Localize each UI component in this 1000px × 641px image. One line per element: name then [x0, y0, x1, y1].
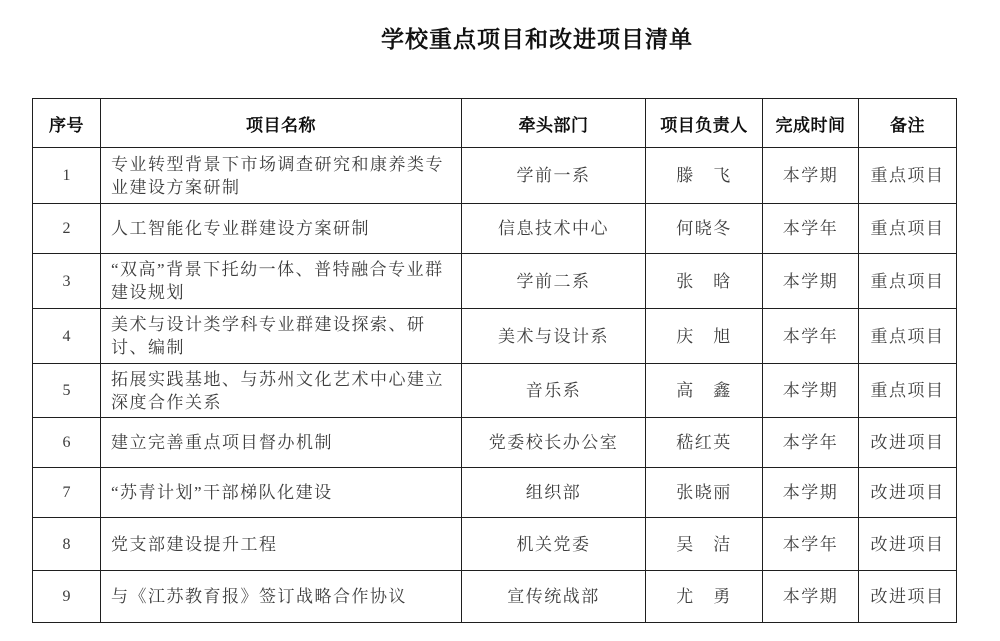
cell-serial-number: 8: [33, 518, 101, 571]
cell-department: 学前二系: [462, 254, 646, 309]
cell-note: 重点项目: [859, 364, 957, 418]
cell-owner: 吴 洁: [646, 518, 763, 571]
page-title: 学校重点项目和改进项目清单: [381, 26, 693, 52]
cell-completion-time: 本学年: [763, 518, 859, 571]
cell-project-name: 人工智能化专业群建设方案研制: [101, 204, 462, 254]
cell-department: 机关党委: [462, 518, 646, 571]
cell-note: 改进项目: [859, 418, 957, 468]
table-row: [33, 518, 957, 571]
column-header-no: 序号: [33, 99, 101, 148]
table-row: [33, 468, 957, 518]
cell-project-name: “苏青计划”干部梯队化建设: [101, 468, 462, 518]
column-header-name: 项目名称: [101, 99, 462, 148]
column-header-owner: 项目负责人: [646, 99, 763, 148]
cell-serial-number: 5: [33, 364, 101, 418]
cell-serial-number: 7: [33, 468, 101, 518]
cell-project-name: 拓展实践基地、与苏州文化艺术中心建立深度合作关系: [101, 364, 462, 418]
cell-note: 改进项目: [859, 468, 957, 518]
cell-completion-time: 本学期: [763, 571, 859, 623]
cell-note: 重点项目: [859, 148, 957, 204]
cell-serial-number: 9: [33, 571, 101, 623]
cell-department: 党委校长办公室: [462, 418, 646, 468]
cell-completion-time: 本学期: [763, 254, 859, 309]
cell-note: 重点项目: [859, 254, 957, 309]
cell-department: 信息技术中心: [462, 204, 646, 254]
table-row: [33, 254, 957, 309]
cell-owner: 何晓冬: [646, 204, 763, 254]
cell-note: 改进项目: [859, 518, 957, 571]
cell-owner: 尤 勇: [646, 571, 763, 623]
table-row: [33, 418, 957, 468]
cell-owner: 庆 旭: [646, 309, 763, 364]
table-row: [33, 148, 957, 204]
column-header-note: 备注: [859, 99, 957, 148]
table-row: [33, 204, 957, 254]
cell-project-name: 建立完善重点项目督办机制: [101, 418, 462, 468]
cell-project-name: 专业转型背景下市场调查研究和康养类专业建设方案研制: [101, 148, 462, 204]
cell-note: 改进项目: [859, 571, 957, 623]
cell-completion-time: 本学年: [763, 309, 859, 364]
cell-project-name: 党支部建设提升工程: [101, 518, 462, 571]
cell-serial-number: 1: [33, 148, 101, 204]
cell-owner: 张晓丽: [646, 468, 763, 518]
cell-completion-time: 本学年: [763, 204, 859, 254]
cell-project-name: 与《江苏教育报》签订战略合作协议: [101, 571, 462, 623]
cell-department: 宣传统战部: [462, 571, 646, 623]
cell-owner: 嵇红英: [646, 418, 763, 468]
table-header-row: [33, 99, 957, 148]
cell-owner: 张 晗: [646, 254, 763, 309]
cell-note: 重点项目: [859, 204, 957, 254]
cell-serial-number: 6: [33, 418, 101, 468]
projects-table: [32, 98, 957, 623]
cell-department: 学前一系: [462, 148, 646, 204]
cell-completion-time: 本学期: [763, 364, 859, 418]
table-row: [33, 309, 957, 364]
table-row: [33, 364, 957, 418]
cell-note: 重点项目: [859, 309, 957, 364]
cell-project-name: 美术与设计类学科专业群建设探索、研讨、编制: [101, 309, 462, 364]
cell-serial-number: 3: [33, 254, 101, 309]
cell-owner: 高 鑫: [646, 364, 763, 418]
table-row: [33, 571, 957, 623]
cell-completion-time: 本学期: [763, 148, 859, 204]
cell-serial-number: 4: [33, 309, 101, 364]
cell-completion-time: 本学年: [763, 418, 859, 468]
cell-department: 美术与设计系: [462, 309, 646, 364]
cell-project-name: “双高”背景下托幼一体、普特融合专业群建设规划: [101, 254, 462, 309]
column-header-dept: 牵头部门: [462, 99, 646, 148]
cell-department: 音乐系: [462, 364, 646, 418]
cell-completion-time: 本学期: [763, 468, 859, 518]
cell-owner: 滕 飞: [646, 148, 763, 204]
column-header-time: 完成时间: [763, 99, 859, 148]
cell-serial-number: 2: [33, 204, 101, 254]
cell-department: 组织部: [462, 468, 646, 518]
